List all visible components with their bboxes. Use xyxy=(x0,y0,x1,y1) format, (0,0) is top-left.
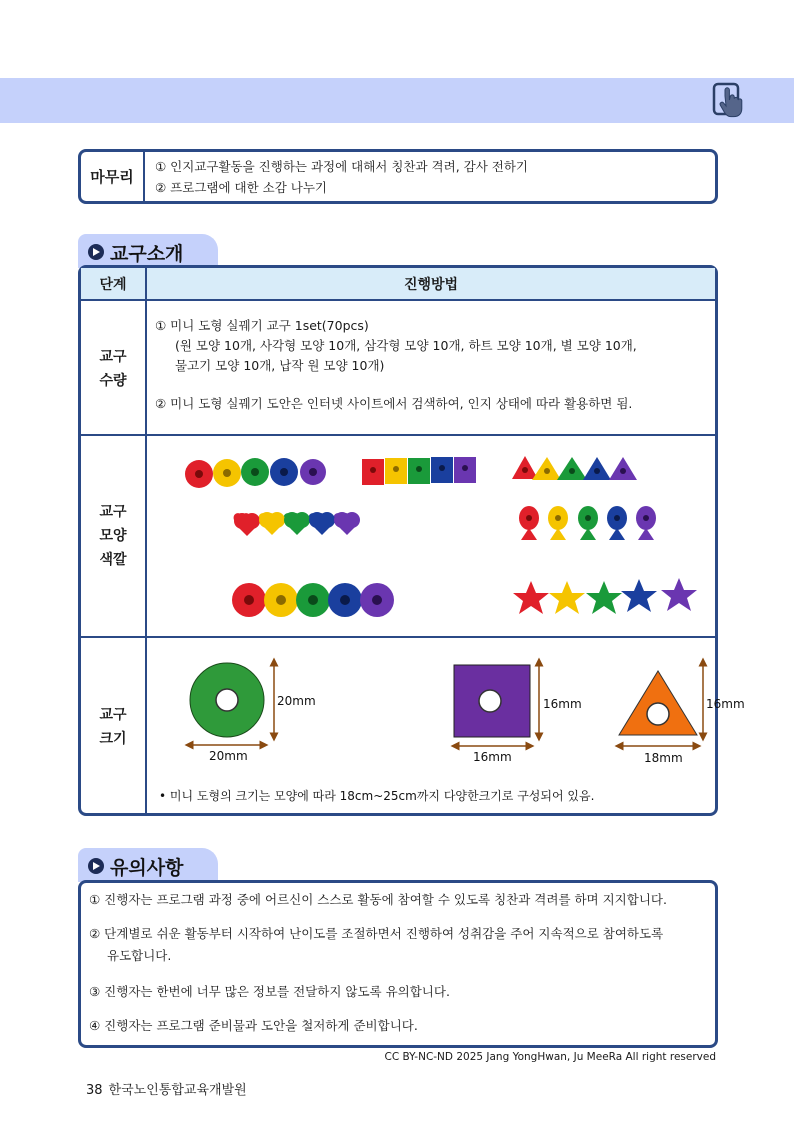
notes-section-tab xyxy=(78,848,218,882)
wrapup-box xyxy=(78,149,718,204)
publisher-name: 한국노인통합교육개발원 xyxy=(108,1083,247,1098)
flat-round-beads-image xyxy=(232,583,394,617)
quantity-line: (원 모양 10개, 사각형 모양 10개, 삼각형 모양 10개, 하트 모양 10개, 별 모양 10개, xyxy=(175,338,637,353)
shapes-row-label: 교구 모양 색깔 xyxy=(99,504,127,568)
quantity-line: 물고기 모양 10개, 납작 원 모양 10개) xyxy=(175,358,385,373)
quantity-row-label: 교구 수량 xyxy=(99,348,127,389)
tools-section-title: 교구소개 xyxy=(110,242,184,265)
header-band xyxy=(0,78,794,123)
arrow-circle-icon xyxy=(88,244,104,260)
note-item: 유도합니다. xyxy=(107,948,172,963)
note-item: ① 진행자는 프로그램 과정 중에 어르신이 스스로 활동에 참여할 수 있도록 칭찬과 격려를 하며 지지합니다. xyxy=(89,892,667,907)
header-step: 단계 xyxy=(99,276,127,293)
triangle-height-label: 16mm xyxy=(706,697,745,711)
tools-table xyxy=(78,265,745,816)
tools-section-tab xyxy=(78,234,218,268)
triangle-width-label: 18mm xyxy=(644,751,683,765)
table-header xyxy=(81,268,715,301)
wrapup-label: 마무리 xyxy=(81,152,145,201)
quantity-content xyxy=(155,316,637,414)
note-item: ③ 진행자는 한번에 너무 많은 정보를 전달하지 않도록 유의합니다. xyxy=(89,984,450,999)
bead-photos xyxy=(147,436,715,636)
round-beads-image xyxy=(185,458,326,488)
arrow-circle-icon xyxy=(88,858,104,874)
page-number: 38 xyxy=(86,1083,103,1098)
license-text: CC BY-NC-ND 2025 Jang YongHwan, Ju MeeRa All right reserved xyxy=(384,1051,716,1063)
notes-section-title: 유의사항 xyxy=(110,856,184,879)
quantity-line: ② 미니 도형 실꿰기 도안은 인터넷 사이트에서 검색하여, 인지 상태에 따라 활용하면 됨. xyxy=(155,396,633,411)
note-item: ④ 진행자는 프로그램 준비물과 도안을 철저하게 준비합니다. xyxy=(89,1018,418,1033)
triangle-beads-image xyxy=(512,456,637,480)
circle-width-label: 20mm xyxy=(209,749,248,763)
heart-beads-image xyxy=(227,512,360,536)
size-diagram xyxy=(147,638,745,816)
note-item: ② 단계별로 쉬운 활동부터 시작하여 난이도를 조절하면서 진행하여 성취감을 주어 지속적으로 참여하도록 xyxy=(89,926,664,941)
wrapup-item: ① 인지교구활동을 진행하는 과정에 대해서 칭찬과 격려, 감사 전하기 xyxy=(155,159,528,174)
square-beads-image xyxy=(362,457,476,485)
size-row-label: 교구 크기 xyxy=(99,707,127,747)
star-beads-image xyxy=(513,578,697,614)
quantity-line: ① 미니 도형 실꿰기 교구 1set(70pcs) xyxy=(155,318,369,333)
touch-hand-icon xyxy=(712,82,748,120)
size-note: • 미니 도형의 크기는 모양에 따라 18cm~25cm까지 다양한크기로 구성되어 있음. xyxy=(159,789,595,803)
notes-box xyxy=(78,880,718,1048)
square-height-label: 16mm xyxy=(543,697,582,711)
header-method: 진행방법 xyxy=(403,276,459,293)
page-footer xyxy=(86,1079,253,1098)
circle-height-label: 20mm xyxy=(277,694,316,708)
wrapup-item: ② 프로그램에 대한 소감 나누기 xyxy=(155,180,328,195)
square-width-label: 16mm xyxy=(473,750,512,764)
fish-beads-image xyxy=(519,506,656,540)
